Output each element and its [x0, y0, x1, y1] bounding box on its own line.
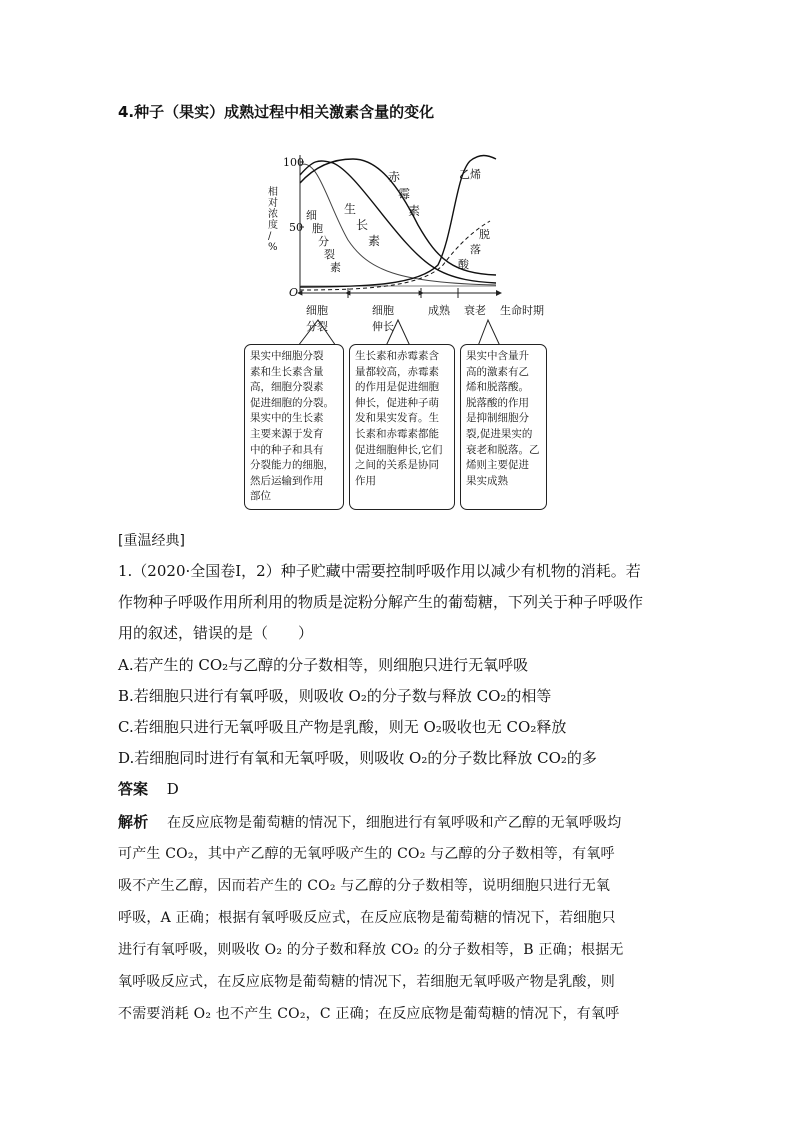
- option-d: D.若细胞同时进行有氧和无氧呼吸，则吸收 O₂的分子数比释放 CO₂的多: [118, 749, 597, 767]
- stage-cell-division-2: 分裂: [306, 320, 328, 333]
- explanation-box-cell-division: 果实中细胞分裂 素和生长素含量 高，细胞分裂素 促进细胞的分裂。 果实中的生长素 主要来源于发育 中的种子和具有 分裂能力的细胞， 然后运输到作用 部位: [244, 344, 344, 510]
- option-a: A.若产生的 CO₂与乙醇的分子数相等，则细胞只进行无氧呼吸: [118, 656, 529, 674]
- analysis-line-5: 进行有氧呼吸，则吸收 O₂ 的分子数和释放 CO₂ 的分子数相等，B 正确；根据无: [118, 942, 624, 958]
- section-title: 4.种子（果实）成熟过程中相关激素含量的变化: [118, 103, 435, 121]
- analysis-line-3: 吸不产生乙醇，因而若产生的 CO₂ 与乙醇的分子数相等，说明细胞只进行无氧: [118, 878, 611, 894]
- x-axis-arrow: [496, 290, 502, 296]
- option-b: B.若细胞只进行有氧呼吸，则吸收 O₂的分子数与释放 CO₂的相等: [118, 687, 552, 705]
- svg-text:生: 生: [344, 202, 357, 216]
- analysis-line-6: 氧呼吸反应式，在反应底物是葡萄糖的情况下，若细胞无氧呼吸产物是乳酸，则: [118, 974, 615, 990]
- svg-text:素: 素: [408, 204, 421, 218]
- svg-text:酸: 酸: [458, 258, 469, 271]
- svg-text:胞: 胞: [312, 222, 323, 235]
- y-tick-100: 100: [283, 156, 304, 169]
- y-tick-50: 50: [289, 221, 303, 234]
- svg-text:素: 素: [368, 234, 381, 248]
- stage-maturation: 成熟: [428, 304, 450, 317]
- answer-value: D: [166, 780, 179, 798]
- x-axis-label: 生命时期: [500, 304, 544, 317]
- svg-text:细: 细: [306, 209, 317, 222]
- svg-text:素: 素: [330, 261, 341, 274]
- svg-text:分: 分: [318, 235, 329, 248]
- analysis-line-1: 解析 在反应底物是葡萄糖的情况下，细胞进行有氧呼吸和产乙醇的无氧呼吸均: [118, 813, 622, 831]
- auxin-label: [344, 201, 380, 248]
- y-tick-0: O: [289, 286, 299, 299]
- svg-text:相对浓度/%: [268, 185, 279, 253]
- abscisic-acid-label: [458, 228, 490, 271]
- cytokinin-label: [306, 209, 341, 274]
- svg-text:长: 长: [356, 218, 369, 232]
- question-stem-line-3: 用的叙述，错误的是（ ）: [118, 624, 314, 642]
- stage-cell-elongation-2: 伸长: [372, 320, 394, 333]
- analysis-label: 解析: [118, 813, 149, 831]
- question-stem-line-2: 作物种子呼吸作用所利用的物质是淀粉分解产生的葡萄糖，下列关于种子呼吸作: [118, 593, 644, 611]
- svg-text:脱: 脱: [479, 228, 490, 241]
- gibberellin-label: [388, 169, 420, 218]
- svg-text:落: 落: [470, 243, 481, 256]
- svg-text:霉: 霉: [398, 187, 411, 201]
- analysis-line-4: 呼吸，A 正确；根据有氧呼吸反应式，在反应底物是葡萄糖的情况下，若细胞只: [118, 910, 616, 926]
- explanation-box-maturation: 果实中含量升 高的激素有乙 烯和脱落酸。 脱落酸的作用 是抑制细胞分 裂,促进果实的 衰老和脱落。乙 烯则主要促进 果实成熟: [460, 344, 547, 510]
- stage-cell-elongation-1: 细胞: [372, 304, 394, 317]
- review-heading: [重温经典]: [118, 533, 185, 549]
- answer-label: 答案: [118, 780, 149, 798]
- stage-cell-division-1: 细胞: [306, 304, 328, 317]
- option-c: C.若细胞只进行无氧呼吸且产物是乳酸，则无 O₂吸收也无 CO₂释放: [118, 718, 567, 736]
- stage-arrows: [298, 291, 423, 295]
- answer-row: [118, 778, 179, 799]
- y-axis-label-char: 浓: [268, 209, 279, 220]
- y-axis-label: [268, 185, 279, 253]
- hormone-chart: [238, 145, 558, 333]
- question-stem-line-1: 1.（2020·全国卷Ⅰ，2）种子贮藏中需要控制呼吸作用以减少有机物的消耗。若: [118, 562, 641, 580]
- svg-text:赤: 赤: [388, 170, 401, 184]
- y-axis-label-char: 对: [268, 198, 279, 209]
- y-axis-label-char: %: [268, 242, 279, 253]
- svg-text:裂: 裂: [324, 248, 335, 261]
- y-axis-label-char: 度: [268, 220, 279, 231]
- ethylene-label: 乙烯: [459, 168, 481, 181]
- y-axis-label-char: /: [268, 231, 273, 242]
- stage-senescence: 衰老: [464, 304, 486, 317]
- analysis-line-2: 可产生 CO₂，其中产乙醇的无氧呼吸产生的 CO₂ 与乙醇的分子数相等，有氧呼: [118, 846, 615, 862]
- y-axis-label-char: 相: [268, 187, 279, 198]
- explanation-box-cell-elongation: 生长素和赤霉素含 量都较高，赤霉素 的作用是促进细胞 伸长，促进种子萌 发和果实发育。生 长素和赤霉素都能 促进细胞伸长,它们 之间的关系是协同 作用: [349, 344, 455, 510]
- analysis-line-7: 不需要消耗 O₂ 也不产生 CO₂，C 正确；在反应底物是葡萄糖的情况下，有氧呼: [118, 1006, 620, 1022]
